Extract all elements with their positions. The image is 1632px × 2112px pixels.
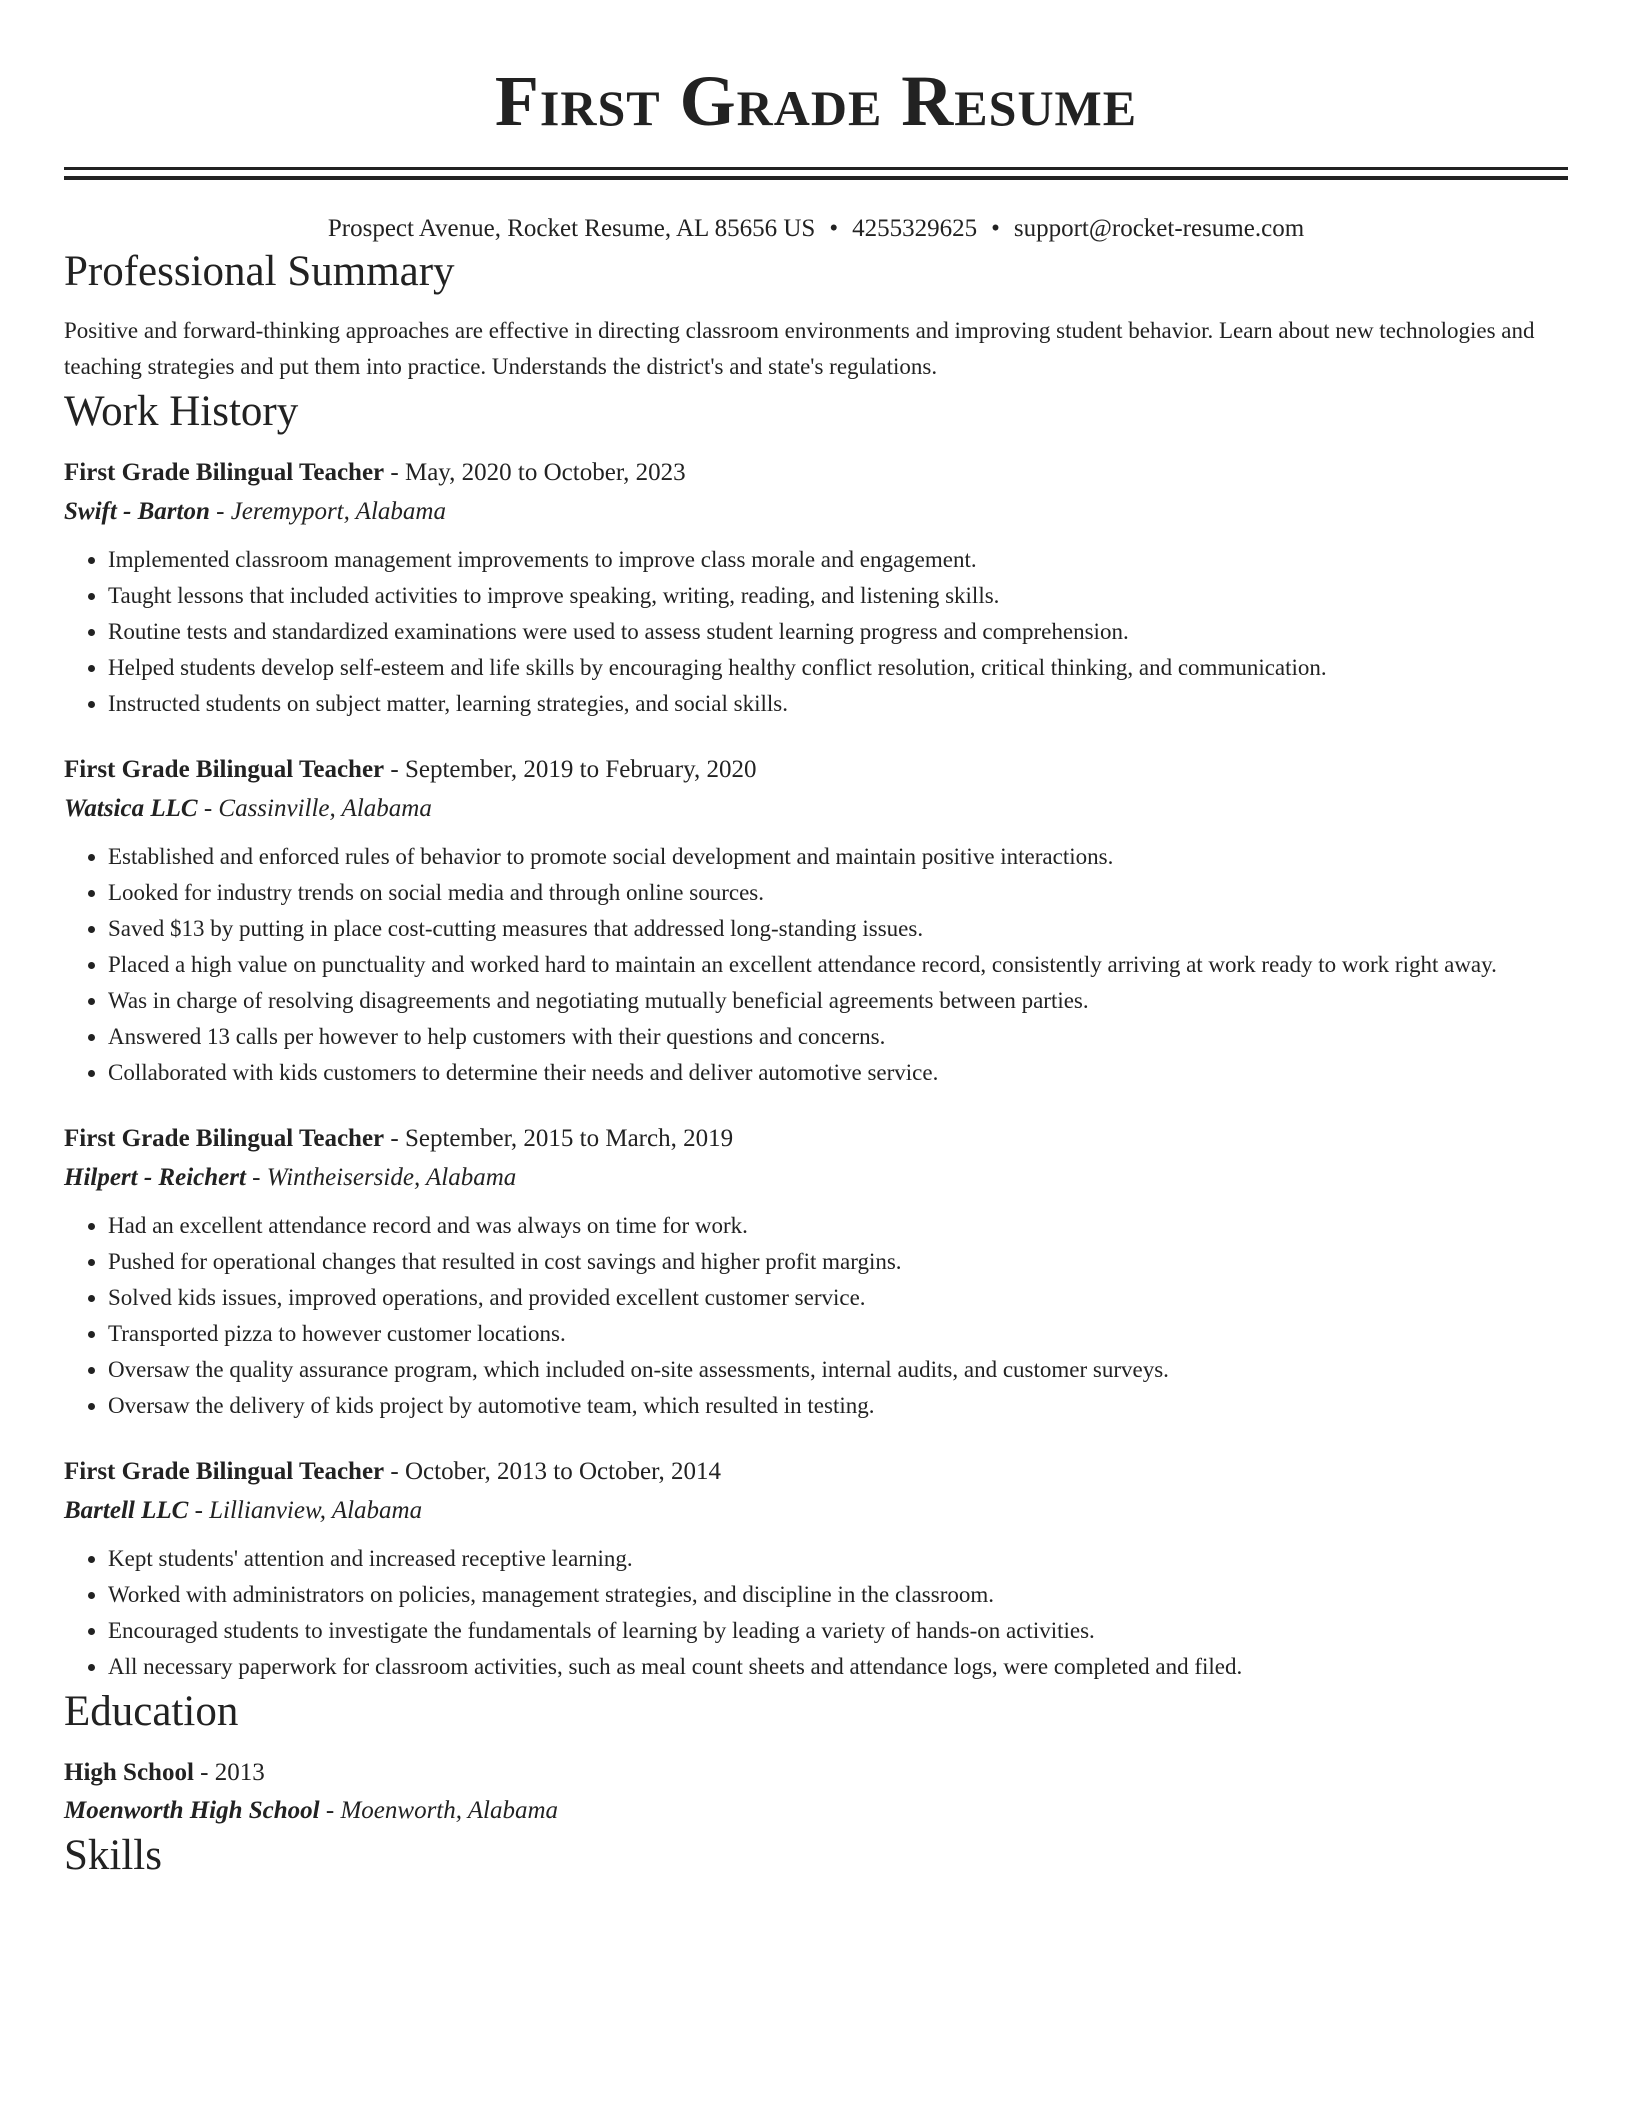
job-title: First Grade Bilingual Teacher xyxy=(64,1458,385,1485)
job-dates: October, 2013 to October, 2014 xyxy=(404,1458,721,1485)
job-bullet: • Looked for industry trends on social media and through online sources. xyxy=(108,875,1568,911)
title-divider-top xyxy=(64,167,1568,170)
job-entry xyxy=(64,752,1568,1091)
job-title: First Grade Bilingual Teacher xyxy=(64,459,385,486)
contact-phone: 4255329625 xyxy=(852,215,978,242)
job-bullet: • Solved kids issues, improved operations, and provided excellent customer service. xyxy=(108,1280,1568,1316)
skills-heading: Skills xyxy=(64,1832,162,1879)
summary-text: Positive and forward-thinking approaches are effective in directing classroom environments and improving student behavior. Learn about new technologies and teaching strategies and put them into practice. Understands the district's and state's regulations. xyxy=(64,318,1535,379)
education-dash: - xyxy=(193,1759,215,1786)
contact-line xyxy=(64,213,1568,245)
job-dash: - xyxy=(384,756,405,783)
job-entry xyxy=(64,455,1568,722)
job-bullet: • Placed a high value on punctuality and worked hard to maintain an excellent attendance record, consistently arriving at work ready to work right away. xyxy=(108,947,1568,983)
work-history-heading: Work History xyxy=(64,388,299,435)
job-bullets xyxy=(64,839,1568,1091)
job-company-line xyxy=(64,1160,1568,1196)
job-bullet: • Established and enforced rules of behavior to promote social development and maintain positive interactions. xyxy=(108,839,1568,875)
education-school: Moenworth High School xyxy=(64,1797,320,1824)
job-company-line xyxy=(64,791,1568,827)
education-school-line xyxy=(64,1793,1568,1829)
job-dates: September, 2019 to February, 2020 xyxy=(404,756,757,783)
job-bullet: • Had an excellent attendance record and was always on time for work. xyxy=(108,1208,1568,1244)
job-bullet: • Worked with administrators on policies, management strategies, and discipline in the classroom. xyxy=(108,1577,1568,1613)
job-company-line xyxy=(64,494,1568,530)
job-bullet: • Transported pizza to however customer locations. xyxy=(108,1316,1568,1352)
job-title-line xyxy=(64,1121,1568,1157)
work-history-list xyxy=(64,455,1568,1685)
job-bullet: • Taught lessons that included activities to improve speaking, writing, reading, and listening skills. xyxy=(108,578,1568,614)
job-bullets xyxy=(64,1541,1568,1685)
job-dash: - xyxy=(384,1458,405,1485)
job-dash: - xyxy=(197,795,219,822)
resume-title: First Grade Resume xyxy=(494,61,1138,141)
job-bullet: • Pushed for operational changes that resulted in cost savings and higher profit margins. xyxy=(108,1244,1568,1280)
job-bullets xyxy=(64,1208,1568,1424)
title-divider-bottom xyxy=(64,176,1568,180)
job-bullet: • Encouraged students to investigate the fundamentals of learning by leading a variety of hands-on activities. xyxy=(108,1613,1568,1649)
job-location: Wintheiserside, Alabama xyxy=(266,1164,517,1191)
job-company: Watsica LLC xyxy=(64,795,198,822)
education-heading: Education xyxy=(64,1688,239,1735)
job-location: Jeremyport, Alabama xyxy=(230,498,446,525)
education-dash: - xyxy=(319,1797,341,1824)
job-bullet: • Answered 13 calls per however to help customers with their questions and concerns. xyxy=(108,1019,1568,1055)
job-location: Lillianview, Alabama xyxy=(209,1497,423,1524)
job-title: First Grade Bilingual Teacher xyxy=(64,1125,385,1152)
job-bullet: • Kept students' attention and increased receptive learning. xyxy=(108,1541,1568,1577)
job-company: Bartell LLC xyxy=(64,1497,189,1524)
job-bullet: • All necessary paperwork for classroom activities, such as meal count sheets and attendance logs, were completed and filed. xyxy=(108,1649,1568,1685)
education-degree: High School xyxy=(64,1759,194,1786)
contact-address: Prospect Avenue, Rocket Resume, AL 85656 US xyxy=(327,215,816,242)
job-entry xyxy=(64,1454,1568,1685)
job-bullet: • Was in charge of resolving disagreements and negotiating mutually beneficial agreements between parties. xyxy=(108,983,1568,1019)
job-company-line xyxy=(64,1493,1568,1529)
job-dates: May, 2020 to October, 2023 xyxy=(404,459,686,486)
job-bullet: • Saved $13 by putting in place cost-cutting measures that addressed long-standing issues. xyxy=(108,911,1568,947)
job-company: Hilpert - Reichert xyxy=(64,1164,246,1191)
education-year: 2013 xyxy=(214,1759,265,1786)
job-bullet: • Routine tests and standardized examinations were used to assess student learning progress and comprehension. xyxy=(108,614,1568,650)
job-dash: - xyxy=(209,498,231,525)
job-bullet: • Collaborated with kids customers to determine their needs and deliver automotive service. xyxy=(108,1055,1568,1091)
job-dash: - xyxy=(245,1164,267,1191)
contact-separator: • xyxy=(991,215,1000,242)
job-title: First Grade Bilingual Teacher xyxy=(64,756,385,783)
job-bullet: • Helped students develop self-esteem and life skills by encouraging healthy conflict resolution, critical thinking, and communication. xyxy=(108,650,1568,686)
job-bullet: • Instructed students on subject matter, learning strategies, and social skills. xyxy=(108,686,1568,722)
job-bullet: • Oversaw the delivery of kids project by automotive team, which resulted in testing. xyxy=(108,1388,1568,1424)
job-bullets xyxy=(64,542,1568,722)
contact-separator: • xyxy=(829,215,839,242)
education-location: Moenworth, Alabama xyxy=(340,1797,559,1824)
job-dash: - xyxy=(384,1125,405,1152)
education-degree-line xyxy=(64,1755,1568,1791)
job-company: Swift - Barton xyxy=(64,498,210,525)
job-title-line xyxy=(64,1454,1568,1490)
job-dates: September, 2015 to March, 2019 xyxy=(404,1125,734,1152)
job-title-line xyxy=(64,455,1568,491)
job-entry xyxy=(64,1121,1568,1424)
job-title-line xyxy=(64,752,1568,788)
job-dash: - xyxy=(384,459,405,486)
summary-heading: Professional Summary xyxy=(64,248,455,295)
job-bullet: • Oversaw the quality assurance program, which included on-site assessments, internal audits, and customer surveys. xyxy=(108,1352,1568,1388)
job-bullet: • Implemented classroom management improvements to improve class morale and engagement. xyxy=(108,542,1568,578)
job-dash: - xyxy=(188,1497,210,1524)
job-location: Cassinville, Alabama xyxy=(218,795,432,822)
contact-email: support@rocket-resume.com xyxy=(1013,215,1305,242)
